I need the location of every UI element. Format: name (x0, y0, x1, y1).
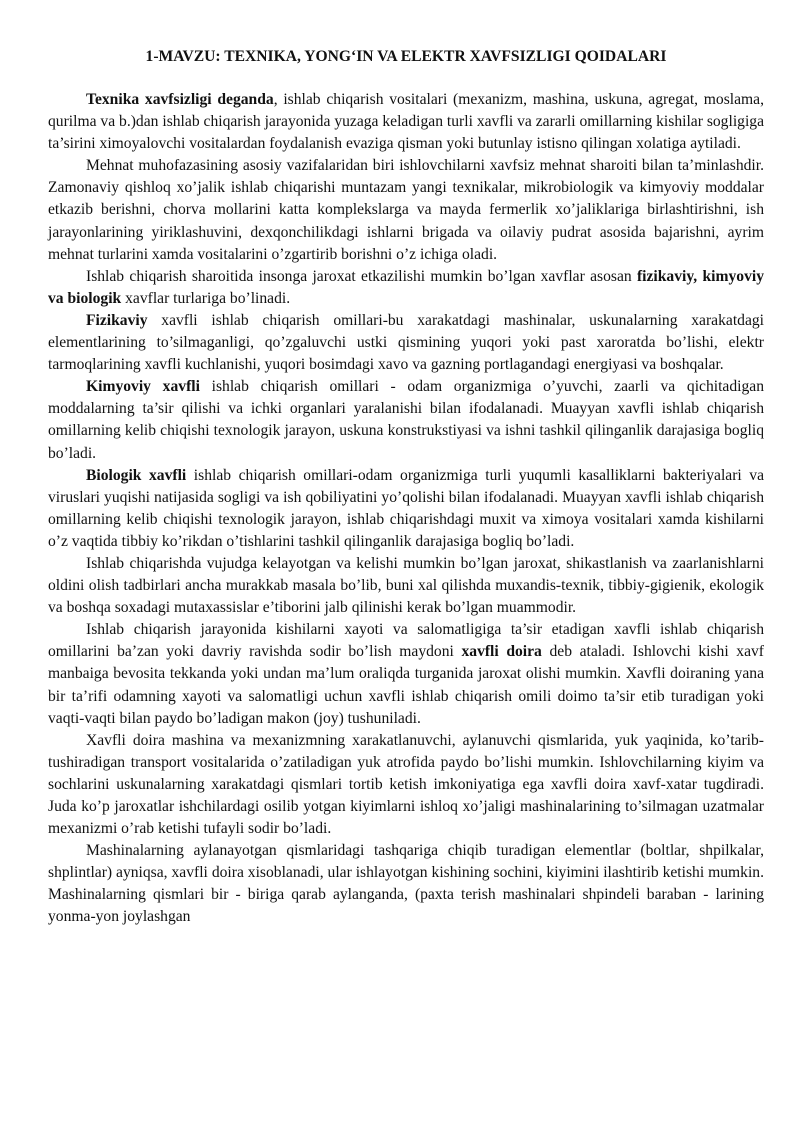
paragraph-10-text: Mashinalarning aylanayotgan qismlaridagi tashqariga chiqib turadigan elementlar (boltlar, shpilkalar, shplintlar) ayniqsa, xavfli doira xisoblanadi, ular ishlayotgan kishining sochini, kiyimini ilashtirib ketishi mumkin. Mashinalarning qismlari bir - biriga qarab aylanganda, (paxta terish mashinalari shpindeli baraban - larining yonma-yon joylashgan (48, 842, 764, 926)
paragraph-5-text: ishlab chiqarish omillari - odam organizmiga o’yuvchi, zaarli va qichitadigan moddalarning ta’sir qilishi va ichki organlari yaralanishi bilan ifodalanadi. Muayyan xavfli ishlab chiqarish omillarning kelib chiqishi texnologik jarayon, uskuna konstrukstiyasi va ishni tashkil qilinganlik darajasiga bogliq bo’ladi. (48, 378, 764, 462)
paragraph-4-text: xavfli ishlab chiqarish omillari-bu xarakatdagi mashinalar, uskunalarning xarakatdagi elementlarining to’silmaganligi, qo’zgaluvchi ustki qismining yuqori yoki past xaroratda bo’lishi, elektr tarmoqlarining xavfli kuchlanishi, yuqori bosimdagi xavo va gazning portlagandagi energiyasi va boshqalar. (48, 311, 764, 374)
paragraph-4 (48, 310, 764, 376)
paragraph-3-text: Ishlab chiqarish sharoitida insonga jaroxat etkazilishi mumkin bo’lgan xavflar asosan (86, 267, 637, 285)
paragraph-9-text: Xavfli doira mashina va mexanizmning xarakatlanuvchi, aylanuvchi qismlarida, yuk yaqinida, ko’tarib-tushiradigan transport vositalarida o’zatiladigan yuk atrofida paydo bo’lishi mumkin. Ishlovchilarning kiyim va sochlarini uskunalarning xarakatdagi qismlari tortib ketish imkoniyatiga ega xavfli doira xavf-xatar tugdiradi. Juda ko’p jaroxatlar ishchilardagi osilib yotgan kiyimlarni ishloq xo’jaligi mashinalarining to’silmagan uzatmalar mexanizmi o’rab ketishi tufayli sodir bo’ladi. (48, 731, 764, 838)
paragraph-4-bold-term: Fizikaviy (86, 311, 148, 329)
paragraph-8-text: Ishlab chiqarish jarayonida kishilarni xayoti va salomatligiga ta’sir etadigan xavfli ishlab chiqarish omillarini ba’zan yoki davriy ravishda sodir bo’lish maydoni (48, 621, 764, 661)
paragraph-8-text-after: deb ataladi. Ishlovchi kishi xavf manbaiga bevosita tekkanda yoki undan ma’lum oraliqda turganida jaroxat olishi mumkin. Xavfli doiraning yana bir ta’rifi odamning xayoti va salomatligi uchun xavfli ishlab chiqarish omili doimo ta’sir etib turadigan yoki vaqti-vaqti bilan paydo bo’ladigan makon (joy) tushuniladi. (48, 643, 764, 727)
paragraph-7-text: Ishlab chiqarishda vujudga kelayotgan va kelishi mumkin bo’lgan jaroxat, shikastlanish va zaarlanishlarni oldini olish tadbirlari ancha murakkab masala bo’lib, buni xal qilishda muxandis-texnik, tibbiy-gigienik, ekologik va boshqa soxadagi mutaxassislar e’tiborini jalb qilinishi kerak bo’lgan muammodir. (48, 554, 764, 617)
paragraph-8-bold-term: xavfli doira (461, 643, 542, 661)
paragraph-6-text: ishlab chiqarish omillari-odam organizmiga turli yuqumli kasalliklarni bakteriyalari va viruslari yuqishi natijasida sogligi va ish qobiliyatini yo’qolishi bilan ifodalanadi. Muayyan xavfli ishlab chiqarish omillarning kelib chiqishi texnologik jarayon, ishlab chiqarishdagi muxit va ximoya vositalari xamda kishilarni o’z vaqtida tibbiy ko’rikdan o’tishlarini tashkil qilinganlik darajasiga bogliq bo’ladi. (48, 466, 765, 550)
paragraph-1-bold-term: Texnika xavfsizligi deganda (86, 91, 274, 108)
paragraph-2-text: Mehnat muhofazasining asosiy vazifalaridan biri ishlovchilarni xavfsiz mehnat sharoiti bilan ta’minlashdir. Zamonaviy qishloq xo’jalik ishlab chiqarishi muntazam yangi texnikalar, mikrobiologik va kimyoviy moddalar etkazib berishni, chorva mollarini katta komplekslarga va mayda fermerlik xo’jaliklariga birlashtirishni, ish jarayonlarining yiriklashuvini, dexqonchilikdagi ishlarni brigada va oilaviy pudrat asosida bajarishni, ayrim mehnat turlarini xamda vositalarini o’zgartirib borishni o’z ichiga oladi. (48, 157, 764, 263)
paragraph-2 (48, 155, 764, 265)
document-page (48, 46, 764, 929)
paragraph-1-text: , ishlab chiqarish vositalari (mexanizm, mashina, uskuna, agregat, moslama, qurilma va b.)dan ishlab chiqarish jarayonida yuzaga keladigan turli xavfli va zararli omillarning kishilar sogligiga ta’sirini ximoyalovchi vositalardan foydalanish evaziga qisman yoki butunlay istisno qilingan xolatiga aytiladi. (48, 91, 764, 153)
paragraph-8 (48, 619, 764, 729)
paragraph-5-bold-term: Kimyoviy xavfli (86, 378, 200, 396)
paragraph-1 (48, 89, 764, 155)
paragraph-10 (48, 840, 764, 928)
paragraph-5 (48, 376, 764, 464)
paragraph-3-bold-term: fizikaviy, kimyoviy va biologik (48, 267, 764, 307)
paragraph-6-bold-term: Biologik xavfli (86, 466, 187, 484)
paragraph-3 (48, 266, 764, 310)
paragraph-9 (48, 730, 764, 840)
paragraph-6 (48, 465, 764, 553)
page-title: 1-MAVZU: TEXNIKA, YONG‘IN VA ELEKTR XAVFSIZLIGI QOIDALARI (145, 48, 667, 65)
paragraph-3-text-after: xavflar turlariga bo’linadi. (121, 289, 291, 307)
paragraph-7 (48, 553, 764, 619)
